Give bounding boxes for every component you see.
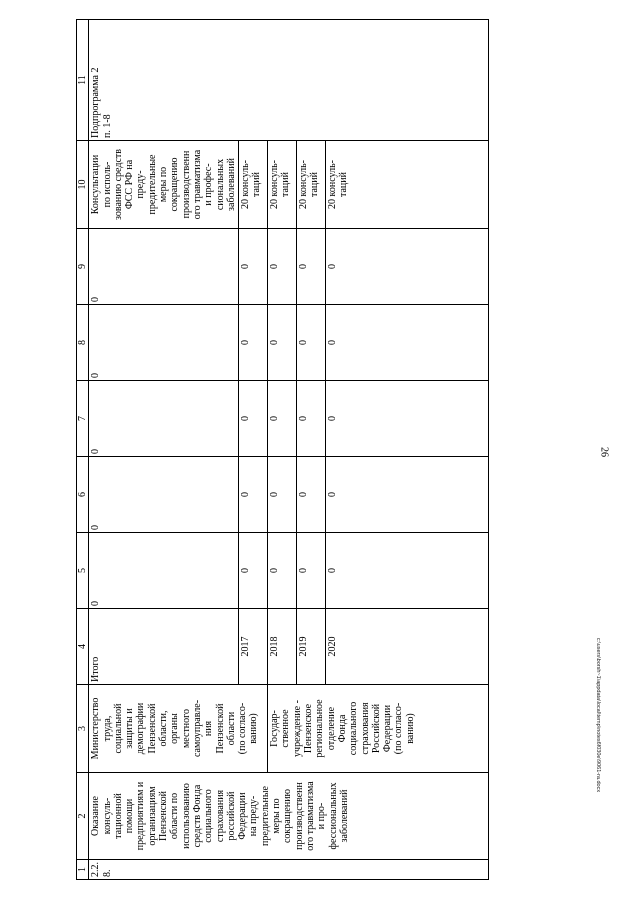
value-cell: 0 [297, 381, 326, 457]
value-cell: 0 [326, 457, 489, 533]
program-table [76, 19, 489, 880]
row-number: 2.2.8. [89, 860, 489, 880]
value-cell: 0 [326, 305, 489, 381]
value-cell: 0 [89, 533, 239, 609]
value-cell: 0 [268, 381, 297, 457]
header-cell: 2 [77, 773, 89, 860]
page-number: 26 [598, 447, 610, 457]
header-cell: 8 [77, 305, 89, 381]
footer-file-path: c:\users\borsh~1\appdata\local\temp\notes6f030e\9061-ra.docx [595, 637, 601, 793]
result-cell: 20 консуль- таций [297, 141, 326, 229]
value-cell: 0 [326, 381, 489, 457]
rotated-table-page [76, 20, 576, 880]
table-row [89, 20, 239, 880]
value-cell: 0 [239, 457, 268, 533]
value-cell: 0 [89, 457, 239, 533]
year-label: 2017 [239, 609, 268, 685]
value-cell: 0 [239, 533, 268, 609]
value-cell: 0 [239, 381, 268, 457]
header-cell: 11 [77, 20, 89, 141]
table-row [268, 20, 297, 880]
result-cell: Консультации по исполь- зованию средств ФСС РФ на преду- предительные меры по сокращению производственн ого травматизма и профес- сиональных заболеваний [89, 141, 239, 229]
value-cell: 0 [89, 381, 239, 457]
header-cell: 3 [77, 685, 89, 773]
value-cell: 0 [268, 457, 297, 533]
value-cell: 0 [239, 305, 268, 381]
executor-fss: Государ- ственное учреждение - Пензенское региональное отделение Фонда социального страхования Российской Федерации (по согласо- ванию) [268, 685, 489, 773]
value-cell: 0 [268, 305, 297, 381]
result-cell: 20 консуль- таций [239, 141, 268, 229]
value-cell: 0 [268, 533, 297, 609]
value-cell: 0 [326, 229, 489, 305]
year-label: 2019 [297, 609, 326, 685]
executor-ministry: Министерство труда, социальной защиты и демографии Пензенской области, органы местного самоуправле- ния Пензенской области (по согласо- ванию) [89, 685, 268, 773]
value-cell: 0 [297, 229, 326, 305]
header-cell: 9 [77, 229, 89, 305]
header-cell: 6 [77, 457, 89, 533]
value-cell: 0 [297, 457, 326, 533]
header-cell: 5 [77, 533, 89, 609]
year-label: 2018 [268, 609, 297, 685]
header-cell: 10 [77, 141, 89, 229]
header-cell: 7 [77, 381, 89, 457]
header-cell: 1 [77, 860, 89, 880]
measure-name: Оказание консуль- тационной помощи предприятиям и организациям Пензенской области по использованию средств Фонда социального страхования российской Федерации на преду- предительные меры по сокращению производственн ого травматизма и про- фессиональных заболеваний [89, 773, 489, 860]
header-row [77, 20, 89, 880]
value-cell: 0 [89, 305, 239, 381]
result-cell: 20 консуль- таций [326, 141, 489, 229]
value-cell: 0 [89, 229, 239, 305]
subprogram-cell: Подпрограмма 2 п. 1-8 [89, 20, 489, 141]
value-cell: 0 [297, 533, 326, 609]
value-cell: 0 [239, 229, 268, 305]
value-cell: 0 [326, 533, 489, 609]
result-cell: 20 консуль- таций [268, 141, 297, 229]
year-label: 2020 [326, 609, 489, 685]
value-cell: 0 [268, 229, 297, 305]
value-cell: 0 [297, 305, 326, 381]
year-label: Итого [89, 609, 239, 685]
header-cell: 4 [77, 609, 89, 685]
